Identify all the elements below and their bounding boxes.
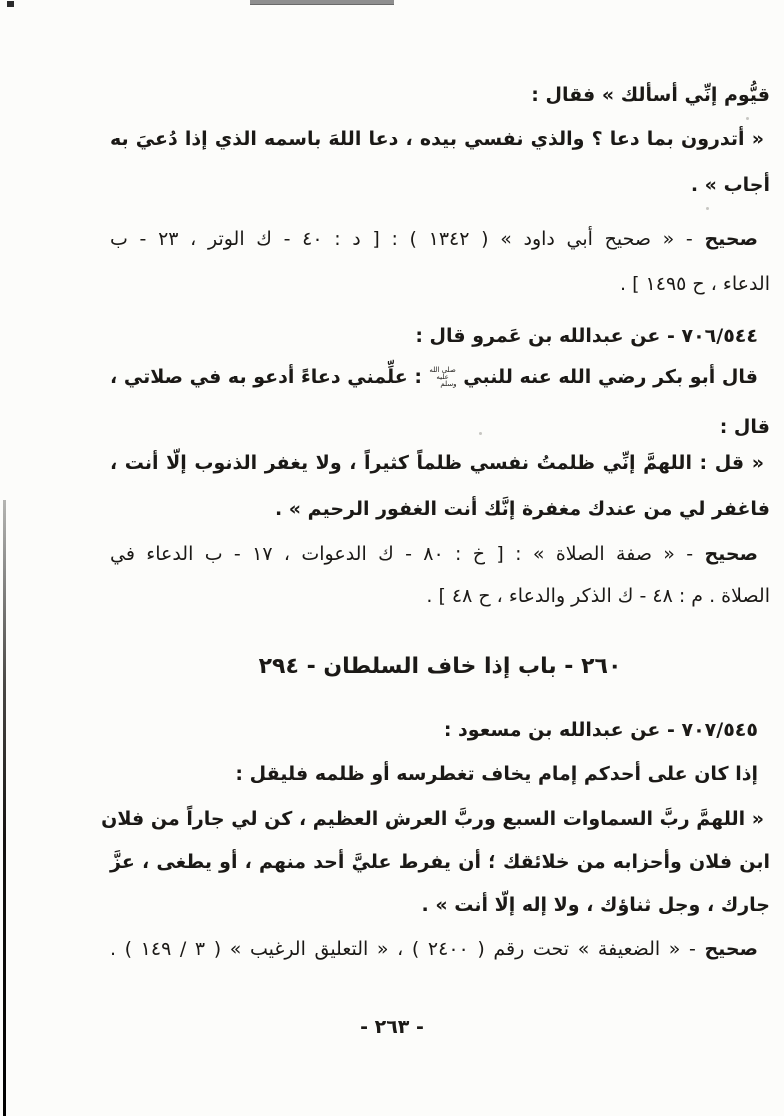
dua-line: جارك ، وجل ثناؤك ، ولا إله إلّا أنت » . xyxy=(421,894,770,916)
chapter-heading: ٢٦٠ - باب إذا خاف السلطان - ٢٩٤ xyxy=(258,654,622,679)
matn-text: : علِّمني دعاءً أدعو به في صلاتي ، xyxy=(110,366,422,388)
hadith-number: ٧٠٧/٥٤٥ xyxy=(681,719,758,741)
dua-line: « اللهمَّ ربَّ السماوات السبع وربَّ العرش العظيم ، كن لي جاراً من فلان xyxy=(101,808,764,830)
matn-continuation-line: قيُّوم إنِّي أسألك » فقال : xyxy=(531,84,770,106)
scan-artifact-corner-mark xyxy=(7,1,14,7)
narrator-text: - عن عبدالله بن عَمرو قال : xyxy=(415,325,675,347)
matn-line xyxy=(110,362,770,394)
matn-text: قال أبو بكر رضي الله عنه للنبي xyxy=(463,366,758,388)
takhrij-line: الدعاء ، ح ١٤٩٥ ] . xyxy=(620,273,770,295)
takhrij-line xyxy=(110,224,770,256)
hadith-header xyxy=(110,321,770,353)
takhrij-line: الصلاة . م : ٤٨ - ك الذكر والدعاء ، ح ٤٨ ] . xyxy=(426,585,770,607)
takhrij-text: - « صفة الصلاة » : [ خ : ٨٠ - ك الدعوات ، ١٧ - ب الدعاء في xyxy=(110,543,694,565)
hadith-header xyxy=(110,715,770,747)
dua-line: « قل : اللهمَّ إنِّي ظلمتُ نفسي ظلماً كثيراً ، ولا يغفر الذنوب إلّا أنت ، xyxy=(110,452,764,474)
takhrij-text: - « الضعيفة » تحت رقم ( ٢٤٠٠ ) ، « التعليق الرغيب » ( ٣ / ١٤٩ ) . xyxy=(110,938,696,960)
matn-line: إذا كان على أحدكم إمام يخاف تغطرسه أو ظلمه فليقل : xyxy=(235,763,758,785)
saw-honorific: صلى الله عليه وسلم xyxy=(429,366,457,388)
dua-line: ابن فلان وأحزابه من خلائقك ؛ أن يفرط عليَّ أحد منهم ، أو يطغى ، عزَّ xyxy=(110,851,770,873)
page-number: - ٢٦٣ - xyxy=(360,1016,424,1038)
grade-label: صحيح xyxy=(704,543,758,565)
dua-line: فاغفر لي من عندك مغفرة إنَّك أنت الغفور الرحيم » . xyxy=(274,498,770,520)
grade-label: صحيح xyxy=(704,938,758,960)
narrator-text: - عن عبدالله بن مسعود : xyxy=(443,719,675,741)
grade-label: صحيح xyxy=(704,228,758,250)
takhrij-line xyxy=(110,934,770,966)
takhrij-line xyxy=(110,539,770,571)
page-text-block xyxy=(101,0,770,1116)
hadith-number: ٧٠٦/٥٤٤ xyxy=(681,325,758,347)
matn-line: أجاب » . xyxy=(690,174,770,196)
matn-line: قال : xyxy=(719,416,770,438)
matn-line: « أتدرون بما دعا ؟ والذي نفسي بيده ، دعا اللهَ باسمه الذي إذا دُعيَ به xyxy=(110,128,764,150)
takhrij-text: - « صحيح أبي داود » ( ١٣٤٢ ) : [ د : ٤٠ - ك الوتر ، ٢٣ - ب xyxy=(110,228,693,250)
